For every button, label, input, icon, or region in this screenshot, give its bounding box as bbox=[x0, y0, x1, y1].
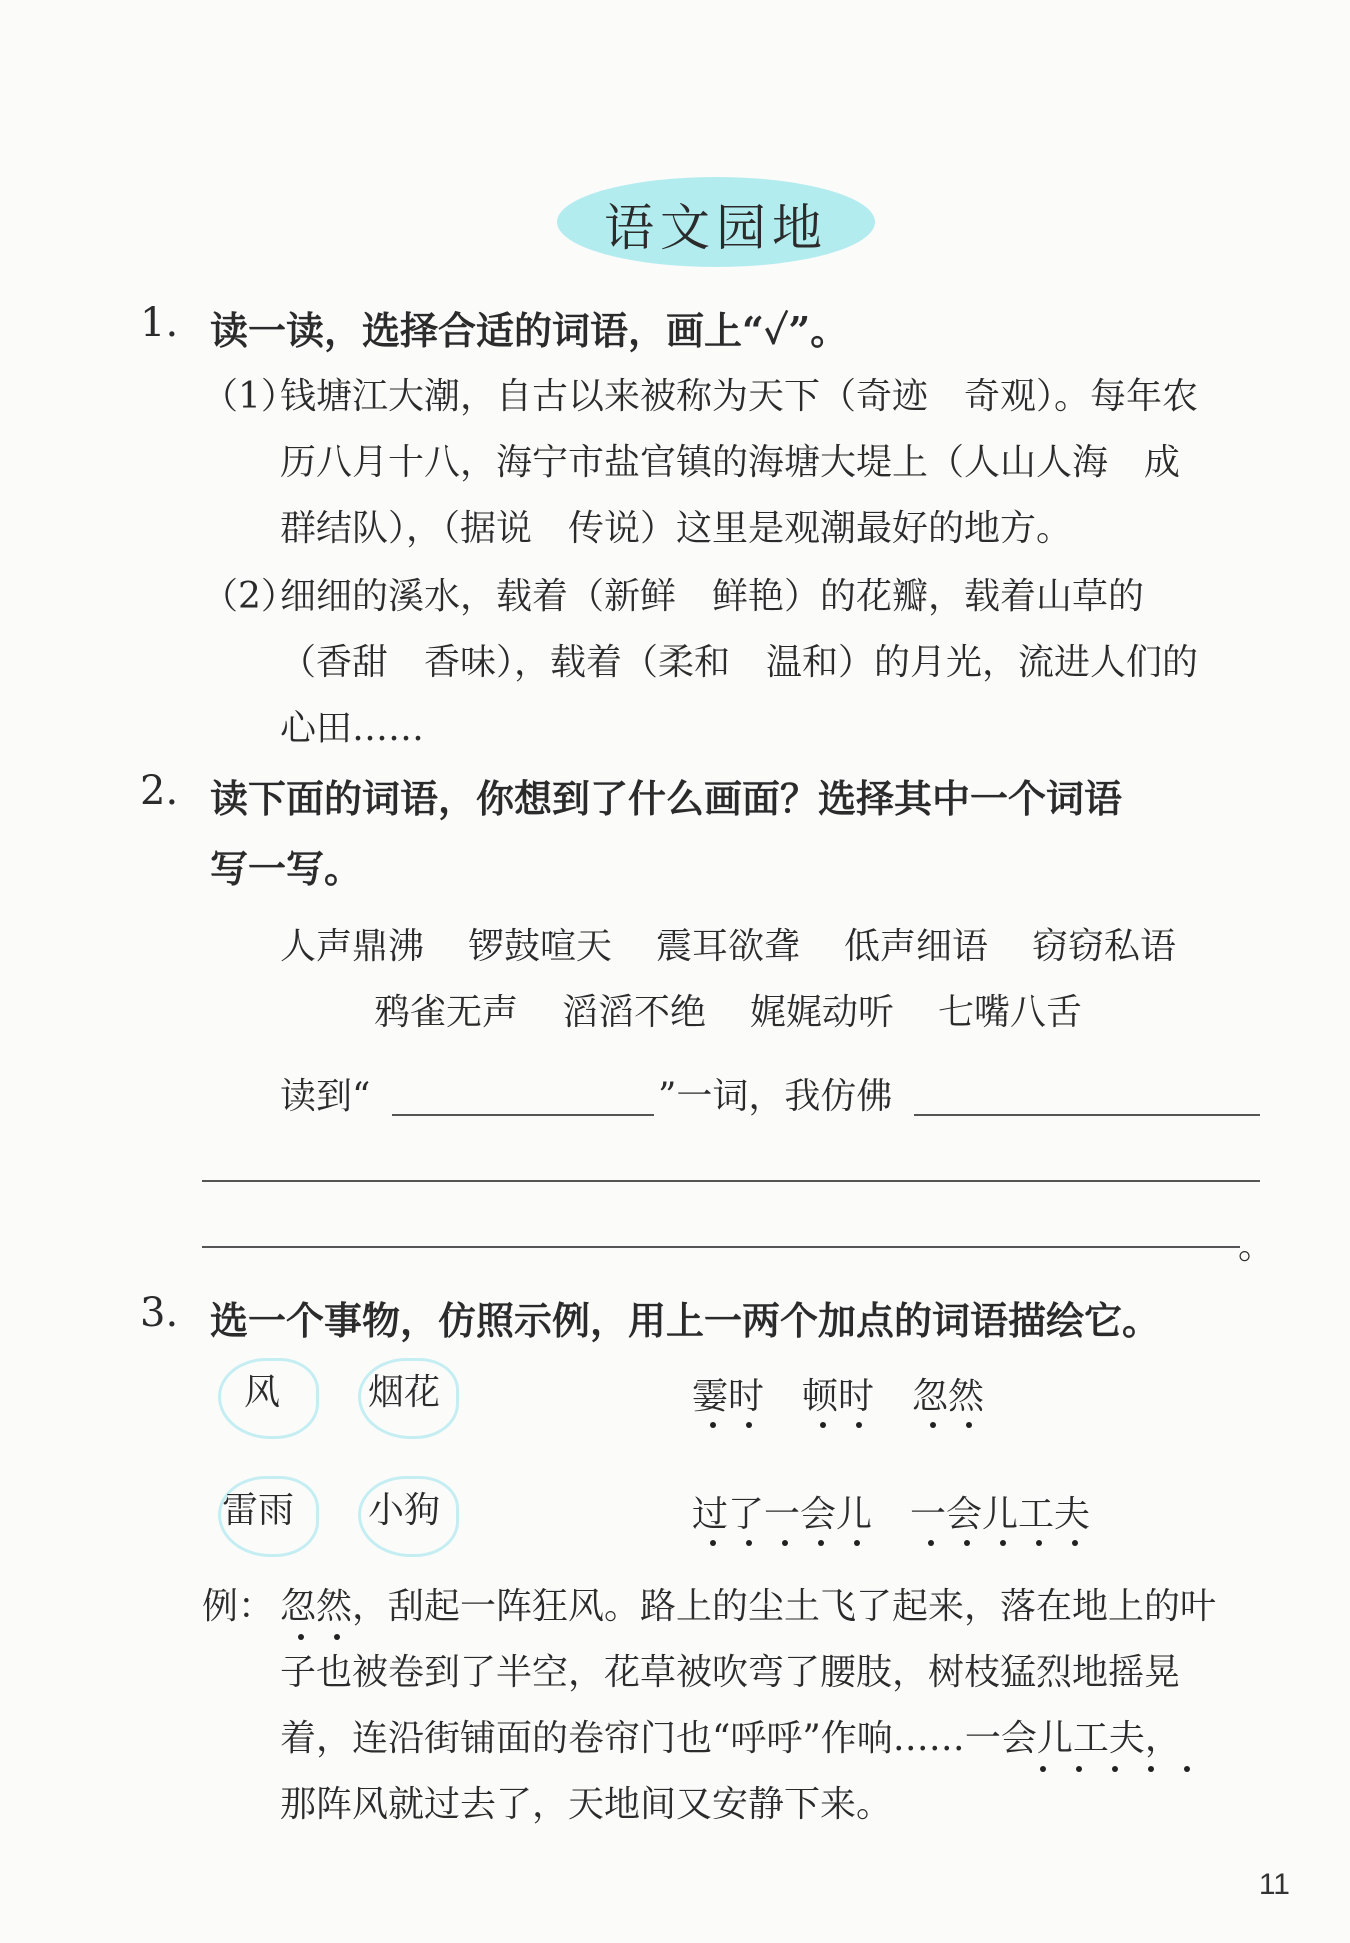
dotted-word bbox=[692, 1486, 872, 1537]
example-line3-post: ， bbox=[1144, 1718, 1181, 1759]
page-number: 11 bbox=[1258, 1868, 1290, 1901]
page-title: 语文园地 bbox=[604, 199, 828, 257]
q2-fill-middle: ”一词，我仿佛 bbox=[658, 1076, 893, 1117]
q1-item1-line2: 历八月十八，海宁市盐官镇的海塘大堤上（人山人海 成 bbox=[280, 442, 1181, 483]
workbook-page bbox=[22, 22, 1328, 1922]
emphasis-dot bbox=[1184, 1766, 1190, 1772]
q2-word: 滔滔不绝 bbox=[562, 992, 707, 1033]
q2-fill-prefix: 读到“ bbox=[280, 1076, 371, 1117]
dotted-word bbox=[910, 1486, 1090, 1537]
q2-answer-line[interactable] bbox=[202, 1246, 1240, 1248]
dotted-word-text: 一会儿工夫 bbox=[910, 1494, 1091, 1535]
leaf-word: 烟花 bbox=[368, 1372, 441, 1413]
q2-word: 震耳欲聋 bbox=[656, 926, 801, 967]
example-label: 例： bbox=[202, 1586, 275, 1627]
q1-item2-label: （2） bbox=[202, 576, 297, 617]
q1-item2-line1: 细细的溪水，载着（新鲜 鲜艳）的花瓣，载着山草的 bbox=[280, 576, 1145, 617]
dotted-word bbox=[802, 1368, 874, 1419]
q1-item1-line1: 钱塘江大潮，自古以来被称为天下（奇迹 奇观）。每年农 bbox=[280, 376, 1199, 417]
example-line3 bbox=[280, 1710, 1181, 1761]
example-line1 bbox=[280, 1578, 1216, 1629]
q2-word: 低声细语 bbox=[844, 926, 989, 967]
q1-number: 1. bbox=[140, 300, 179, 346]
q2-fill-end: 。 bbox=[1238, 1226, 1275, 1267]
emphasis-dot bbox=[1148, 1766, 1154, 1772]
example-emph-text: 一会儿工夫 bbox=[964, 1718, 1145, 1759]
example-emph-word bbox=[280, 1578, 352, 1629]
emphasis-dot bbox=[1040, 1766, 1046, 1772]
example-emph-word bbox=[965, 1710, 1145, 1761]
leaf-word: 雷雨 bbox=[222, 1490, 295, 1531]
q2-word: 窃窃私语 bbox=[1032, 926, 1177, 967]
emphasis-dot bbox=[1076, 1766, 1082, 1772]
q1-item2-line2: （香甜 香味），载着（柔和 温和）的月光，流进人们的 bbox=[280, 642, 1199, 683]
example-line1-text: ，刮起一阵狂风。路上的尘土飞了起来，落在地上的叶 bbox=[352, 1586, 1217, 1627]
dotted-word-text: 顿时 bbox=[802, 1376, 875, 1417]
q2-word: 七嘴八舌 bbox=[938, 992, 1083, 1033]
q1-prompt: 读一读，选择合适的词语，画上“✓”。 bbox=[210, 308, 849, 353]
example-line4: 那阵风就过去了，天地间又安静下来。 bbox=[280, 1784, 893, 1825]
leaf-word: 小狗 bbox=[368, 1490, 441, 1531]
example-line2: 子也被卷到了半空，花草被吹弯了腰肢，树枝猛烈地摇晃 bbox=[280, 1652, 1181, 1693]
q2-word: 人声鼎沸 bbox=[280, 926, 425, 967]
q2-word-blank[interactable] bbox=[392, 1114, 654, 1116]
q2-answer-blank[interactable] bbox=[914, 1114, 1260, 1116]
emphasis-dot bbox=[1112, 1766, 1118, 1772]
dotted-word bbox=[912, 1368, 984, 1419]
leaf-word: 风 bbox=[244, 1372, 281, 1413]
dotted-word-text: 过了一会儿 bbox=[692, 1494, 873, 1535]
q2-word: 鸦雀无声 bbox=[374, 992, 519, 1033]
q2-word: 锣鼓喧天 bbox=[468, 926, 613, 967]
q1-item1-label: （1） bbox=[202, 376, 297, 417]
example-emph-text: 忽然 bbox=[280, 1586, 353, 1627]
dotted-word bbox=[692, 1368, 764, 1419]
q2-prompt-line2: 写一写。 bbox=[210, 846, 363, 891]
q1-item2-line3: 心田…… bbox=[280, 708, 425, 749]
q1-item1-line3: 群结队），（据说 传说）这里是观潮最好的地方。 bbox=[280, 508, 1073, 549]
emphasis-dot bbox=[298, 1634, 304, 1640]
emphasis-dot bbox=[334, 1634, 340, 1640]
q2-word: 娓娓动听 bbox=[750, 992, 895, 1033]
example-line3-pre: 着，连沿街铺面的卷帘门也“呼呼”作响…… bbox=[280, 1718, 965, 1759]
q2-number: 2. bbox=[140, 768, 179, 814]
q3-prompt: 选一个事物，仿照示例，用上一两个加点的词语描绘它。 bbox=[210, 1298, 1161, 1343]
q2-prompt-line1: 读下面的词语，你想到了什么画面？选择其中一个词语 bbox=[210, 776, 1123, 821]
dotted-word-text: 霎时 bbox=[692, 1376, 765, 1417]
q2-answer-line[interactable] bbox=[202, 1180, 1260, 1182]
dotted-word-text: 忽然 bbox=[912, 1376, 985, 1417]
q3-number: 3. bbox=[140, 1290, 179, 1336]
